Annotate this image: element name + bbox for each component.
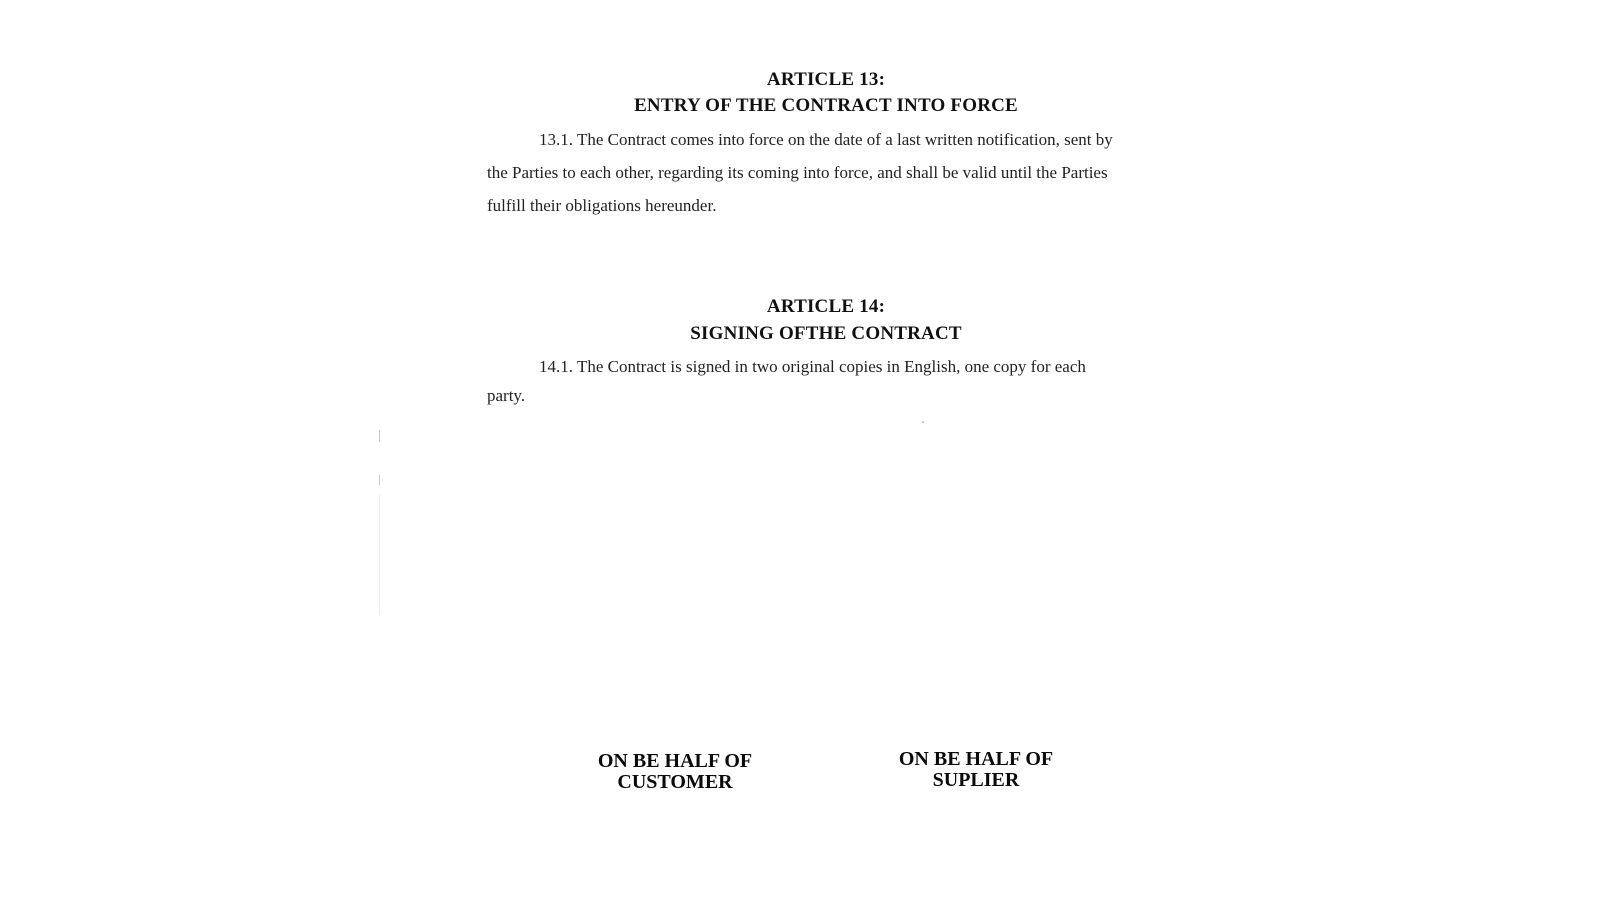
customer-signature-line-1: ON BE HALF OF bbox=[597, 750, 753, 772]
scan-margin-mark bbox=[379, 495, 380, 615]
supplier-signature-block bbox=[891, 749, 1061, 791]
article-13-paragraph-line-1: 13.1. The Contract comes into force on the date of a last written notification, sent by bbox=[539, 130, 1113, 149]
scan-margin-mark bbox=[379, 430, 380, 442]
article-13-number: ARTICLE 13: bbox=[766, 69, 886, 90]
customer-signature-block bbox=[590, 751, 760, 793]
customer-signature-line-2: CUSTOMER bbox=[617, 771, 733, 793]
supplier-signature-line-1: ON BE HALF OF bbox=[898, 748, 1054, 770]
article-13-title: ENTRY OF THE CONTRACT INTO FORCE bbox=[634, 95, 1018, 116]
article-14-number: ARTICLE 14: bbox=[766, 296, 886, 317]
article-13-paragraph-line-2: the Parties to each other, regarding its coming into force, and shall be valid until the Parties bbox=[487, 163, 1108, 182]
article-14-paragraph-line-2: party. bbox=[487, 386, 526, 405]
scan-margin-mark bbox=[379, 475, 380, 485]
article-14-title: SIGNING OFTHE CONTRACT bbox=[690, 323, 962, 344]
scan-speck bbox=[922, 421, 924, 423]
article-14-paragraph-line-1: 14.1. The Contract is signed in two original copies in English, one copy for each bbox=[539, 357, 1086, 376]
supplier-signature-line-2: SUPLIER bbox=[932, 769, 1020, 791]
article-13-paragraph-line-3: fulfill their obligations hereunder. bbox=[487, 196, 717, 215]
